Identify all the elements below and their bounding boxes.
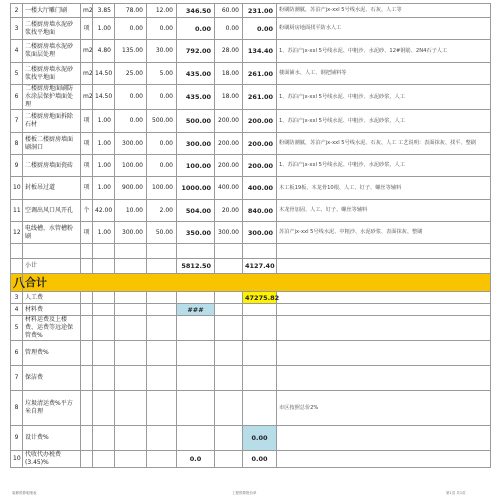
item-material-price: 135.00 <box>115 40 147 63</box>
item-desc: 木龙骨加固、人工、钉子、螺丝等辅料 <box>277 200 491 222</box>
item-material-price: 100.00 <box>115 155 147 177</box>
item-labor-price: 50.00 <box>147 222 177 244</box>
table-row <box>11 40 491 63</box>
item-material-price: 78.00 <box>115 4 147 18</box>
item-labor-price: 2.00 <box>147 200 177 222</box>
summary-name: 管理费% <box>23 341 81 366</box>
item-qty: 1.00 <box>93 110 115 133</box>
summary-name: 设计费% <box>23 426 81 451</box>
summary-value-2: 0.00 <box>243 451 277 468</box>
footer-mid: 工程预算报价单 <box>232 491 257 495</box>
item-labor-price: 12.00 <box>147 4 177 18</box>
spacer-row <box>11 244 491 259</box>
item-unit: 项 <box>81 177 93 200</box>
summary-name: 材料费 <box>23 304 81 316</box>
item-unit: m2 <box>81 4 93 18</box>
item-total: 300.00 <box>177 133 215 155</box>
item-total: 0.00 <box>177 18 215 40</box>
row-index: 12 <box>11 222 23 244</box>
item-qty: 1.00 <box>93 177 115 200</box>
summary-desc <box>277 451 491 468</box>
item-total: 350.00 <box>177 222 215 244</box>
item-name: 楼板二楼厨房墙面刷洞口 <box>23 133 81 155</box>
summary-row <box>11 391 491 426</box>
summary-name: 保洁费 <box>23 366 81 391</box>
item-cost-total: 200.00 <box>243 110 277 133</box>
item-name: 二楼厨房墙水泥砂浆找平地面 <box>23 63 81 85</box>
summary-index: 10 <box>11 451 23 468</box>
item-material-price: 0.00 <box>115 18 147 40</box>
summary-index: 5 <box>11 316 23 341</box>
footer-right: 第1页 共1页 <box>446 491 466 495</box>
subtotal-c2: 4127.40 <box>243 259 277 274</box>
item-desc: 苏泊产jx-xxl 5号线水泥、中粗沙、水泥砂浆、表面抹灰、整刷 <box>277 222 491 244</box>
item-qty: 1.00 <box>93 222 115 244</box>
summary-row <box>11 292 491 304</box>
item-name: 空调出风口风开孔 <box>23 200 81 222</box>
summary-index: 4 <box>11 304 23 316</box>
item-unit: 项 <box>81 110 93 133</box>
summary-row <box>11 316 491 341</box>
summary-value: 0.00 <box>243 426 277 451</box>
item-material-price: 10.00 <box>115 200 147 222</box>
item-labor-price: 0.00 <box>147 85 177 110</box>
summary-name: 代收代办税费(3.45)% <box>23 451 81 468</box>
summary-desc <box>277 316 491 341</box>
summary-name: 材料运费及上楼费、运费等远途保管费% <box>23 316 81 341</box>
item-cost-unit: 20.00 <box>215 200 243 222</box>
subtotal-total: 5812.50 <box>177 259 215 274</box>
item-qty: 14.50 <box>93 85 115 110</box>
summary-name: 垃圾清运费%平方米自理 <box>23 391 81 426</box>
item-labor-price: 0.00 <box>147 155 177 177</box>
item-cost-unit: 28.00 <box>215 40 243 63</box>
summary-value: 0.0 <box>177 451 215 468</box>
item-total: 100.00 <box>177 155 215 177</box>
item-desc: 1、苏泊产jx-xxl 5号线水泥、中粗沙、水泥砂浆、人工 <box>277 85 491 110</box>
summary-row <box>11 366 491 391</box>
item-cost-unit: 0.00 <box>215 18 243 40</box>
item-total: 792.00 <box>177 40 215 63</box>
row-index: 8 <box>11 133 23 155</box>
item-desc: 粉刷厨房地面找平防水人工 <box>277 18 491 40</box>
item-qty: 3.85 <box>93 4 115 18</box>
summary-desc <box>277 366 491 391</box>
item-material-price: 300.00 <box>115 222 147 244</box>
item-desc: 1、苏泊产jx-xxl 5号线水泥、中粗沙、水泥砂浆、人工 <box>277 155 491 177</box>
table-row <box>11 222 491 244</box>
item-name: 二楼厨房地面拆除石材 <box>23 110 81 133</box>
table-row <box>11 177 491 200</box>
item-unit: m2 <box>81 40 93 63</box>
item-desc: 楼面铺水、人工、钢把铺料等 <box>277 63 491 85</box>
item-qty: 4.80 <box>93 40 115 63</box>
item-cost-unit: 400.00 <box>215 177 243 200</box>
item-desc: 1、苏泊产jx-xxl 5号线水泥、中粗沙、水泥砂、12#钢筋、2N4石子人工 <box>277 40 491 63</box>
row-index: 9 <box>11 155 23 177</box>
item-name: 二楼厨房墙面瓷砖 <box>23 155 81 177</box>
item-qty: 14.50 <box>93 63 115 85</box>
item-cost-unit: 200.00 <box>215 133 243 155</box>
item-unit: 项 <box>81 18 93 40</box>
item-material-price: 0.00 <box>115 85 147 110</box>
subtotal-label: 小计 <box>23 259 81 274</box>
item-cost-unit: 200.00 <box>215 155 243 177</box>
summary-value: ### <box>177 304 215 316</box>
item-total: 504.00 <box>177 200 215 222</box>
item-cost-unit: 18.00 <box>215 85 243 110</box>
item-material-price: 900.00 <box>115 177 147 200</box>
summary-index: 6 <box>11 341 23 366</box>
item-cost-total: 231.00 <box>243 4 277 18</box>
item-cost-total: 400.00 <box>243 177 277 200</box>
item-cost-total: 134.40 <box>243 40 277 63</box>
summary-index: 9 <box>11 426 23 451</box>
subtotal-row <box>11 259 491 274</box>
item-desc: 粉刷防潮腻，苏泊产jx-xxl 5号线水泥、石灰、人工等 <box>277 4 491 18</box>
row-index: 2 <box>11 4 23 18</box>
item-name: 一楼大厅雕门刷 <box>23 4 81 18</box>
item-desc: 粉刷防潮腻，苏泊产jx-xxl 5号线水泥、石灰、人工 工艺说明：表面抹灰、找平、整刷 <box>277 133 491 155</box>
summary-rows <box>11 292 491 468</box>
item-labor-price: 0.00 <box>147 133 177 155</box>
summary-row <box>11 341 491 366</box>
item-total: 346.50 <box>177 4 215 18</box>
item-cost-total: 261.00 <box>243 85 277 110</box>
item-qty: 1.00 <box>93 155 115 177</box>
item-qty: 1.00 <box>93 133 115 155</box>
row-index: 4 <box>11 40 23 63</box>
row-index: 5 <box>11 63 23 85</box>
item-cost-total: 0.00 <box>243 18 277 40</box>
summary-desc <box>277 426 491 451</box>
item-labor-price: 100.00 <box>147 177 177 200</box>
item-total: 500.00 <box>177 110 215 133</box>
table-row <box>11 155 491 177</box>
item-name: 二楼厨房墙水泥砂浆面层处理 <box>23 40 81 63</box>
section-title: 合计 <box>23 274 491 292</box>
item-unit: m2 <box>81 85 93 110</box>
table-row <box>11 200 491 222</box>
summary-index: 8 <box>11 391 23 426</box>
item-cost-total: 200.00 <box>243 133 277 155</box>
section-header-row <box>11 274 491 292</box>
summary-desc <box>277 341 491 366</box>
item-desc: 1、苏泊产jx-xxl 5号线水泥、中粗沙、水泥砂浆、人工 <box>277 110 491 133</box>
item-material-price: 0.00 <box>115 110 147 133</box>
row-index: 11 <box>11 200 23 222</box>
summary-index: 3 <box>11 292 23 304</box>
table-row <box>11 110 491 133</box>
item-qty: 42.00 <box>93 200 115 222</box>
table-row <box>11 85 491 110</box>
item-rows <box>11 4 491 244</box>
item-cost-unit: 60.00 <box>215 4 243 18</box>
table-row <box>11 18 491 40</box>
item-cost-unit: 300.00 <box>215 222 243 244</box>
item-total: 435.00 <box>177 63 215 85</box>
item-total: 435.00 <box>177 85 215 110</box>
item-name: 封板吊过道 <box>23 177 81 200</box>
item-labor-price: 0.00 <box>147 18 177 40</box>
table-row <box>11 4 491 18</box>
item-unit: 项 <box>81 222 93 244</box>
footer-left: 装修预算明细表 <box>12 491 37 495</box>
item-unit: 项 <box>81 155 93 177</box>
item-cost-unit: 200.00 <box>215 110 243 133</box>
table-row <box>11 133 491 155</box>
item-material-price: 25.00 <box>115 63 147 85</box>
section-number: 八 <box>11 274 23 292</box>
item-desc: 木工板19板、木龙骨10根、人工、钉子、螺丝等辅料 <box>277 177 491 200</box>
item-labor-price: 5.00 <box>147 63 177 85</box>
item-cost-total: 200.00 <box>243 155 277 177</box>
summary-row <box>11 426 491 451</box>
item-total: 1000.00 <box>177 177 215 200</box>
summary-row <box>11 304 491 316</box>
item-unit: 项 <box>81 133 93 155</box>
summary-desc: 市区按照总价2% <box>277 391 491 426</box>
table-row <box>11 63 491 85</box>
item-cost-total: 840.00 <box>243 200 277 222</box>
item-unit: 个 <box>81 200 93 222</box>
item-cost-unit: 18.00 <box>215 63 243 85</box>
item-labor-price: 30.00 <box>147 40 177 63</box>
page-footer <box>0 491 500 500</box>
row-index: 6 <box>11 85 23 110</box>
summary-row <box>11 451 491 468</box>
row-index: 10 <box>11 177 23 200</box>
item-material-price: 300.00 <box>115 133 147 155</box>
row-index: 7 <box>11 110 23 133</box>
item-name: 电线槽、水管槽粉刷 <box>23 222 81 244</box>
item-cost-total: 300.00 <box>243 222 277 244</box>
summary-name: 人工费 <box>23 292 81 304</box>
item-unit: m2 <box>81 63 93 85</box>
row-index: 3 <box>11 18 23 40</box>
summary-index: 7 <box>11 366 23 391</box>
summary-value: 47275.82 <box>243 292 277 304</box>
summary-desc <box>277 292 491 304</box>
item-name: 二楼厨房墙水泥砂浆找平地面 <box>23 18 81 40</box>
budget-sheet <box>10 3 491 468</box>
item-name: 二楼厨房地面刷防水涂层保护墙面处理 <box>23 85 81 110</box>
item-qty: 1.00 <box>93 18 115 40</box>
summary-desc <box>277 304 491 316</box>
item-labor-price: 500.00 <box>147 110 177 133</box>
item-cost-total: 261.00 <box>243 63 277 85</box>
